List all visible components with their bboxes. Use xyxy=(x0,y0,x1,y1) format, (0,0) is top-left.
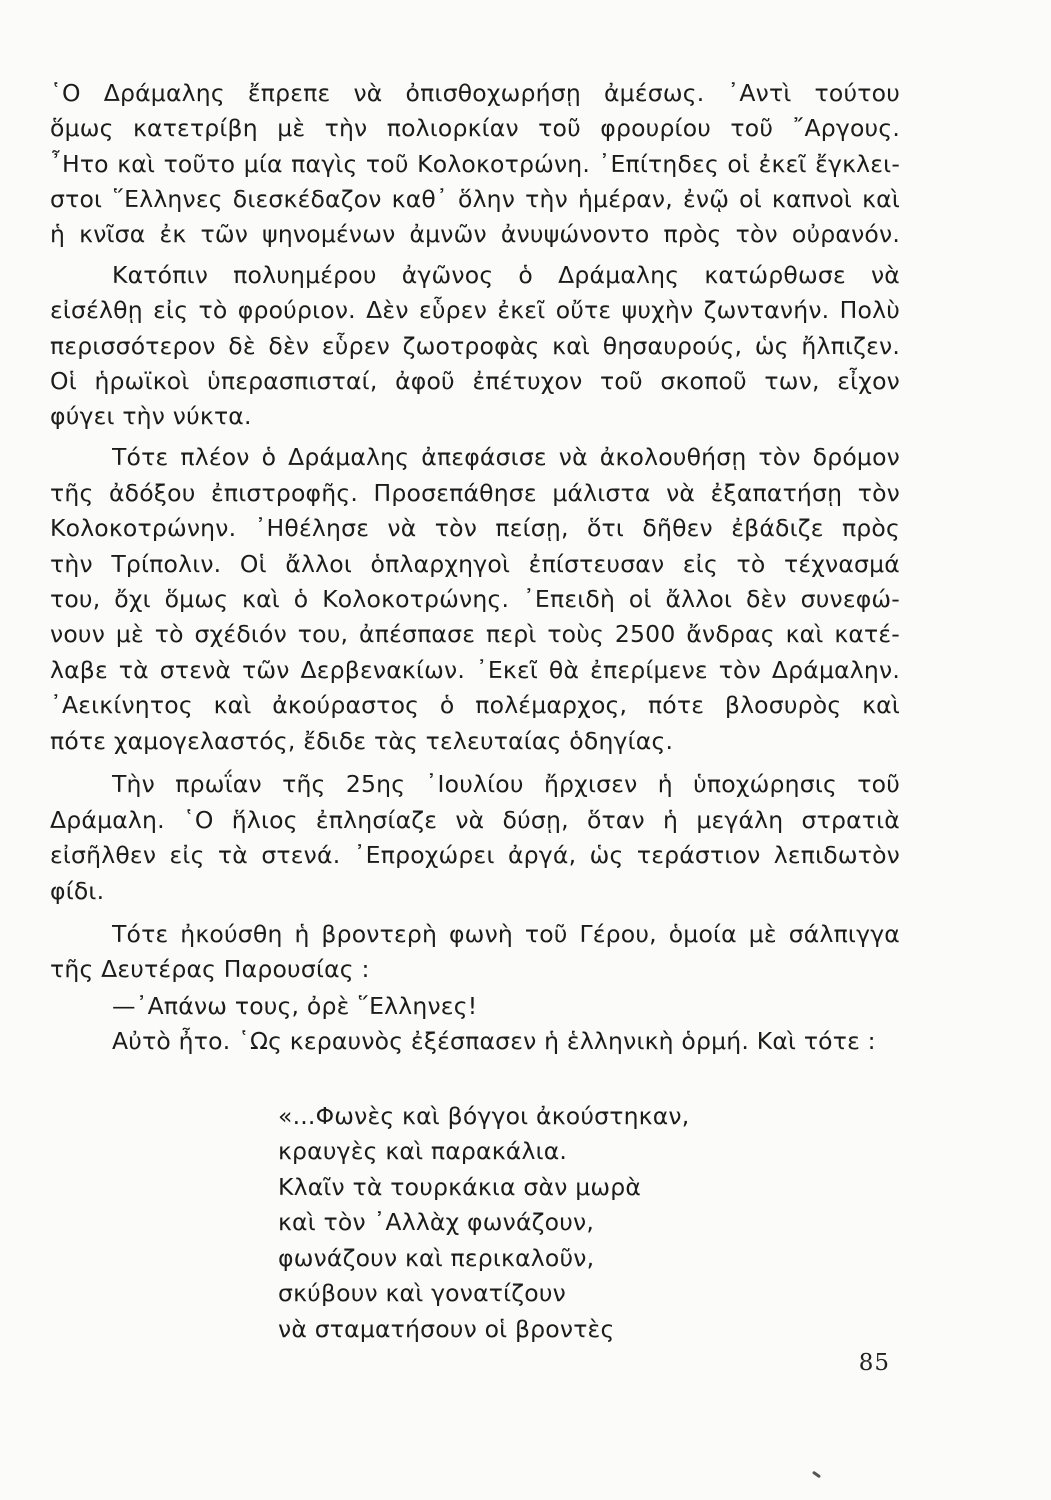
text-line: Οἱ ἡρωϊκοὶ ὑπερασπισταί, ἀφοῦ ἐπέτυχον τοῦ σκοποῦ των, εἶχον xyxy=(50,367,900,395)
text-line: Δράμαλη. ῾Ο ἥλιος ἐπλησίαζε νὰ δύσῃ, ὅταν ἡ μεγάλη στρατιὰ xyxy=(50,806,900,834)
scan-speck xyxy=(812,1471,821,1479)
text-line: Κολοκοτρώνην. ᾿Ηθέλησε νὰ τὸν πείσῃ, ὅτι δῆθεν ἐβάδιζε πρὸς xyxy=(50,514,900,542)
poem-line: Κλαῖν τὰ τουρκάκια σὰν μωρὰ xyxy=(278,1173,642,1201)
text-line: ῏Ητο καὶ τοῦτο μία παγὶς τοῦ Κολοκοτρώνη. ᾿Επίτηδες οἱ ἐκεῖ ἔγκλει- xyxy=(50,150,900,178)
text-line: πότε χαμογελαστός, ἔδιδε τὰς τελευταίας ὁδηγίας. xyxy=(50,727,674,755)
poem-line: καὶ τὸν ᾿Αλλὰχ φωνάζουν, xyxy=(278,1208,595,1236)
text-line: τῆς ἀδόξου ἐπιστροφῆς. Προσεπάθησε μάλιστα νὰ ἐξαπατήσῃ τὸν xyxy=(50,479,900,507)
text-line: φύγει τὴν νύκτα. xyxy=(50,402,252,430)
text-line: τῆς Δευτέρας Παρουσίας : xyxy=(50,955,370,983)
text-line: εἰσέλθῃ εἰς τὸ φρούριον. Δὲν εὗρεν ἐκεῖ οὔτε ψυχὴν ζωντανήν. Πολὺ xyxy=(50,296,900,324)
text-line: λαβε τὰ στενὰ τῶν Δερβενακίων. ᾿Εκεῖ θὰ ἐπερίμενε τὸν Δράμαλην. xyxy=(50,656,900,684)
poem-line: φωνάζουν καὶ περικαλοῦν, xyxy=(278,1244,595,1272)
text-line: φίδι. xyxy=(50,877,105,905)
text-line: περισσότερον δὲ δὲν εὗρεν ζωοτροφὰς καὶ θησαυρούς, ὡς ἤλπιζεν. xyxy=(50,332,900,360)
poem-line: νὰ σταματήσουν οἱ βροντὲς xyxy=(278,1315,615,1343)
page-number: 85 xyxy=(858,1350,890,1376)
poem-line: κραυγὲς καὶ παρακάλια. xyxy=(278,1137,568,1165)
poem-line: σκύβουν καὶ γονατίζουν xyxy=(278,1279,566,1307)
text-line: ᾿Αεικίνητος καὶ ἀκούραστος ὁ πολέμαρχος, πότε βλοσυρὸς καὶ xyxy=(50,691,900,719)
text-line: Τότε πλέον ὁ Δράμαλης ἀπεφάσισε νὰ ἀκολουθήσῃ τὸν δρόμον xyxy=(112,443,900,471)
text-line: νουν μὲ τὸ σχέδιόν του, ἀπέσπασε περὶ τοὺς 2500 ἄνδρας καὶ κατέ- xyxy=(50,620,900,648)
poem-line: «...Φωνὲς καὶ βόγγοι ἀκούστηκαν, xyxy=(278,1102,690,1130)
text-line: εἰσῆλθεν εἰς τὰ στενά. ᾿Επροχώρει ἀργά, ὡς τεράστιον λεπιδωτὸν xyxy=(50,841,900,869)
text-line: ῾Ο Δράμαλης ἔπρεπε νὰ ὀπισθοχωρήσῃ ἀμέσως. ᾿Αντὶ τούτου xyxy=(50,79,900,107)
text-line: —᾿Απάνω τους, ὀρὲ ῞Ελληνες! xyxy=(112,992,478,1020)
text-line: ἡ κνῖσα ἐκ τῶν ψηνομένων ἀμνῶν ἀνυψώνοντο πρὸς τὸν οὐρανόν. xyxy=(50,220,900,248)
text-line: ὅμως κατετρίβη μὲ τὴν πολιορκίαν τοῦ φρουρίου τοῦ ῎Αργους. xyxy=(50,114,900,142)
text-line: του, ὄχι ὅμως καὶ ὁ Κολοκοτρώνης. ᾿Επειδὴ οἱ ἄλλοι δὲν συνεφώ- xyxy=(50,585,900,613)
text-line: Κατόπιν πολυημέρου ἀγῶνος ὁ Δράμαλης κατώρθωσε νὰ xyxy=(112,261,900,289)
text-line: τὴν Τρίπολιν. Οἱ ἄλλοι ὁπλαρχηγοὶ ἐπίστευσαν εἰς τὸ τέχνασμά xyxy=(50,550,900,578)
text-line: Τότε ἠκούσθη ἡ βροντερὴ φωνὴ τοῦ Γέρου, ὁμοία μὲ σάλπιγγα xyxy=(112,920,900,948)
text-line: στοι ῞Ελληνες διεσκέδαζον καθ᾿ ὅλην τὴν ἡμέραν, ἐνῷ οἱ καπνοὶ καὶ xyxy=(50,185,900,213)
text-line: Αὐτὸ ἦτο. ῾Ως κεραυνὸς ἐξέσπασεν ἡ ἑλληνικὴ ὁρμή. Καὶ τότε : xyxy=(112,1027,876,1055)
text-line: Τὴν πρωΐαν τῆς 25ης ᾿Ιουλίου ἤρχισεν ἡ ὑποχώρησις τοῦ xyxy=(112,770,900,798)
